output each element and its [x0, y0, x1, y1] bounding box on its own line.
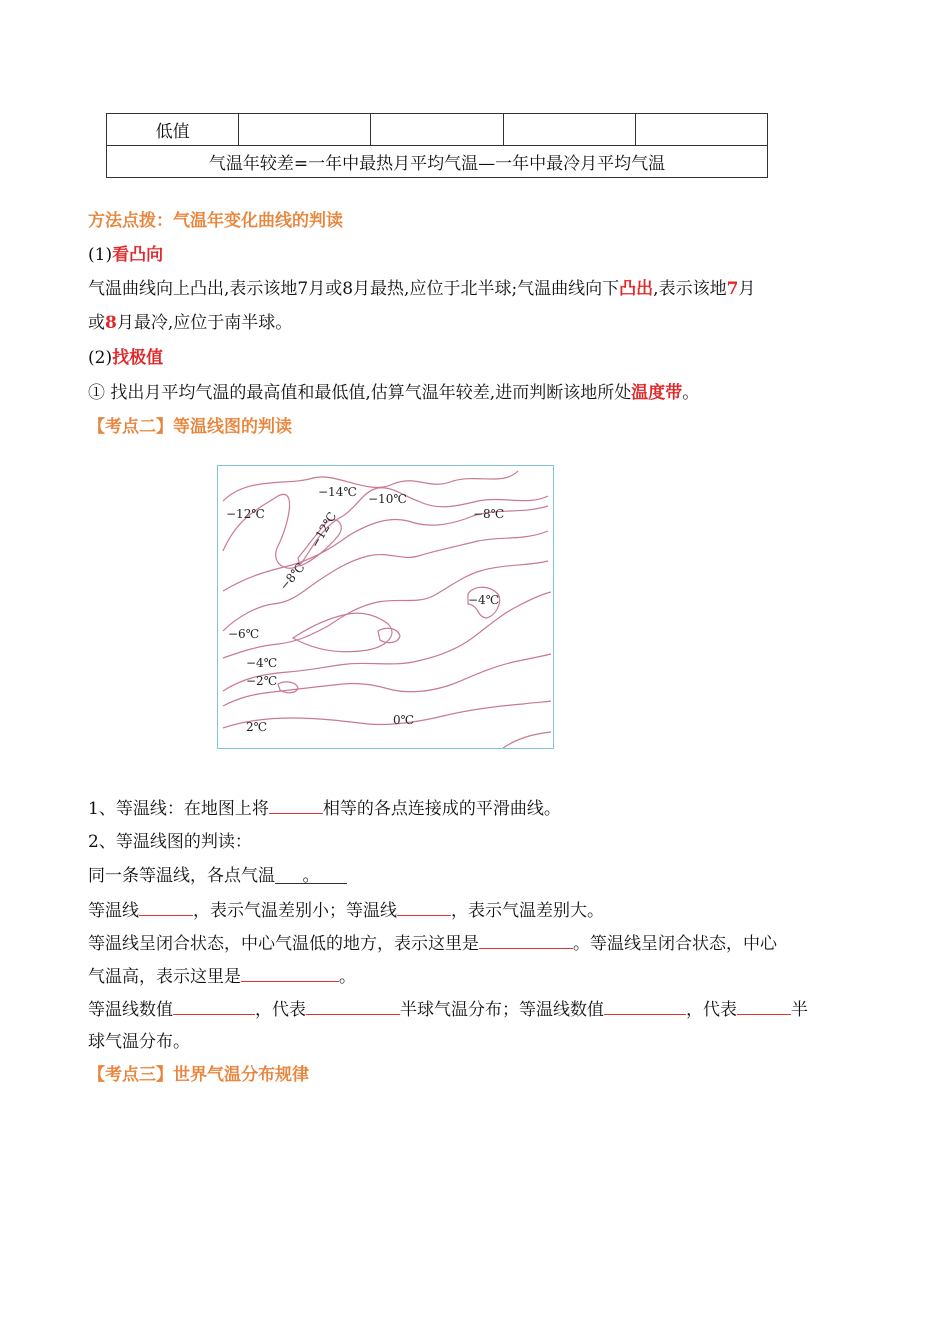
step1-number: (1)	[88, 245, 113, 265]
blank-field[interactable]	[479, 932, 573, 949]
text: ，表示气温差别小；等温线	[193, 901, 397, 921]
section2-title: 【考点二】等温线图的判读	[88, 417, 292, 437]
map-label: −2℃	[246, 674, 278, 688]
text: 等温线数值	[88, 1000, 173, 1020]
highlight: 凸出	[619, 279, 654, 299]
text: 同一条等温线，各点气温	[88, 866, 275, 886]
text: 。	[302, 866, 320, 886]
question-3	[88, 865, 347, 887]
blank-field[interactable]	[269, 797, 323, 814]
table-cell	[239, 114, 371, 146]
highlight: 温度带	[631, 383, 683, 403]
blank-field[interactable]	[306, 998, 400, 1015]
text: 。	[339, 967, 356, 987]
text: 等温线呈闭合状态，中心气温低的地方，表示这里是	[88, 934, 479, 954]
step1-heading	[88, 244, 163, 266]
blank-field[interactable]	[604, 998, 686, 1015]
text: ，表示气温差别大。	[451, 901, 604, 921]
table-cell	[371, 114, 503, 146]
isotherm-map	[217, 465, 554, 749]
step2-number: (2)	[88, 348, 113, 368]
text: 月	[738, 279, 756, 299]
blank-field[interactable]	[397, 899, 451, 916]
blank-field[interactable]	[241, 965, 339, 982]
isotherm-map-svg	[218, 466, 553, 748]
section3-title: 【考点三】世界气温分布规律	[88, 1065, 309, 1085]
highlight: 8	[105, 313, 117, 333]
step2-heading	[88, 347, 163, 369]
table-cell	[635, 114, 767, 146]
map-label: 2℃	[246, 720, 268, 734]
method-title: 方法点拨：气温年变化曲线的判读	[88, 211, 343, 231]
temperature-table	[106, 113, 768, 178]
text: 月最冷,应位于南半球。	[116, 313, 293, 333]
question-7	[88, 998, 808, 1021]
text: 1、等温线：在地图上将	[88, 799, 269, 819]
step2-title: 找极值	[112, 348, 164, 368]
table-row	[107, 146, 768, 178]
paragraph-2	[88, 312, 292, 334]
blank-field[interactable]	[139, 899, 193, 916]
map-label: −4℃	[468, 593, 500, 607]
blank-field[interactable]	[275, 865, 347, 884]
paragraph-3	[88, 382, 699, 404]
question-4	[88, 899, 604, 922]
question-5	[88, 932, 777, 955]
row-label-cell: 低值	[107, 114, 239, 146]
question-6	[88, 965, 356, 988]
text: ，代表	[686, 1000, 737, 1020]
blank-field[interactable]	[737, 998, 791, 1015]
text: ，代表	[255, 1000, 306, 1020]
map-label: −8℃	[473, 507, 505, 521]
text: 相等的各点连接成的平滑曲线。	[322, 799, 561, 819]
paragraph-1	[88, 278, 755, 300]
map-label: −12℃	[307, 509, 340, 551]
step1-title: 看凸向	[112, 245, 164, 265]
map-label: −8℃	[276, 560, 308, 594]
highlight: 7	[726, 279, 739, 299]
map-label: −4℃	[246, 656, 278, 670]
text: 等温线	[88, 901, 139, 921]
blank-field[interactable]	[173, 998, 255, 1015]
question-1	[88, 797, 561, 820]
text: 气温曲线向上凸出,表示该地7月或8月最热,应位于北半球;气温曲线向下	[88, 279, 620, 299]
text: 半球气温分布；等温线数值	[400, 1000, 604, 1020]
table-cell	[503, 114, 635, 146]
question-8: 球气温分布。	[88, 1032, 190, 1052]
text: ① 找出月平均气温的最高值和最低值,估算气温年较差,进而判断该地所处	[88, 383, 632, 403]
table-row	[107, 114, 768, 146]
text: 。	[682, 383, 700, 403]
map-label: −6℃	[228, 627, 260, 641]
formula-cell: 气温年较差=一年中最热月平均气温—一年中最冷月平均气温	[107, 146, 768, 178]
map-label: −12℃	[226, 507, 265, 521]
text: 半	[791, 1000, 808, 1020]
question-2: 2、等温线图的判读：	[88, 832, 252, 852]
text: ,表示该地	[653, 279, 727, 299]
text: 或	[88, 313, 105, 333]
text: 气温高，表示这里是	[88, 967, 241, 987]
map-label: −10℃	[368, 492, 407, 506]
text: 。等温线呈闭合状态，中心	[573, 934, 777, 954]
map-label: −14℃	[318, 485, 357, 499]
map-label: 0℃	[393, 713, 415, 727]
